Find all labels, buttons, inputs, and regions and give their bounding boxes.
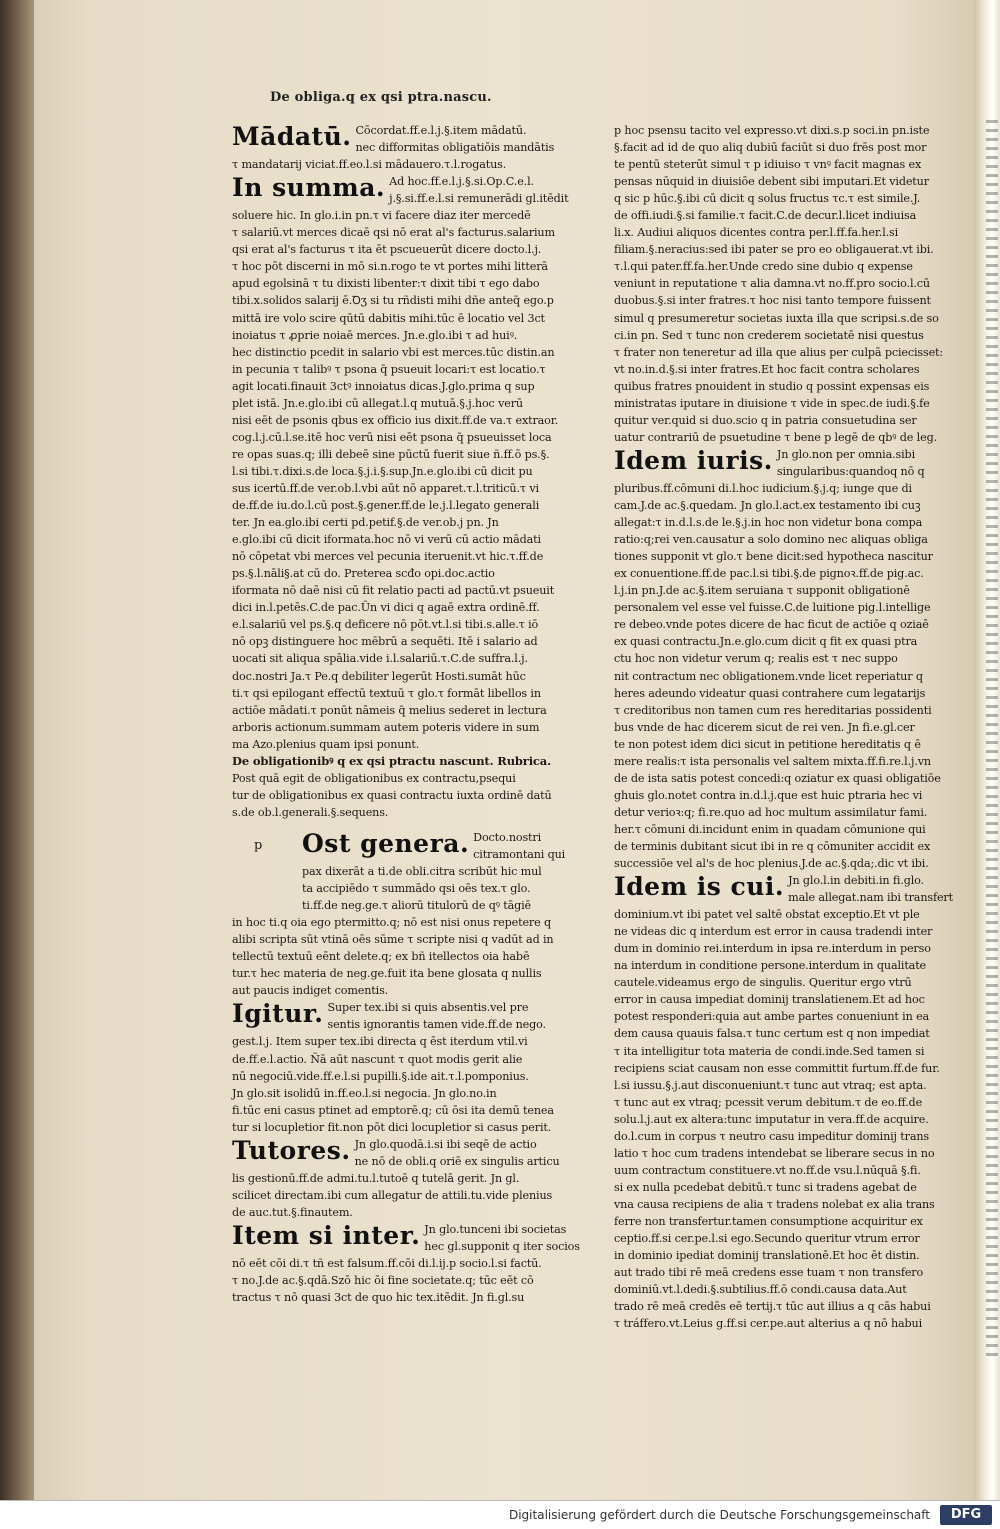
text-line: uum contractum constituere.vt no.ff.de vsu.l.nūquā §.fi.	[614, 1163, 921, 1177]
text-line: pluribus.ff.cōmuni di.l.hoc iudicium.§.j.q; iunge que di	[614, 481, 912, 495]
text-line: solu.l.j.aut ex altera:tunc imputatur in vera.ff.de acquire.	[614, 1112, 929, 1126]
text-line: Jn glo.quodā.i.si ibi seqē de actio	[354, 1137, 537, 1151]
text-line: error in causa impediat dominij translatienem.Et ad hoc	[614, 993, 925, 1007]
text-line: citramontani qui	[473, 847, 566, 861]
text-line: successiōe vel al's de hoc plenius.J.de ac.§.qda;.dic vt ibi.	[614, 857, 929, 871]
section-body	[232, 914, 568, 999]
text-line: na interdum in conditione persone.interdum in qualitate	[614, 959, 927, 973]
section-igitur	[232, 999, 568, 1033]
text-line: personalem vel esse vel fuisse.C.de luitione pig.l.intellige	[614, 601, 931, 615]
text-line: re debeo.vnde potes dicere de hac ficut de actiōe q oziaē	[614, 618, 929, 632]
text-line: simul q presumeretur societas iuxta illa que scripsi.s.de so	[614, 311, 939, 325]
section-heading: Idem is cui.	[614, 872, 785, 902]
text-line: ex quasi contractu.Jn.e.glo.cum dicit q fit ex quasi ptra	[614, 635, 918, 649]
text-line: Jn glo.l.in debiti.in fi.glo.	[788, 874, 924, 888]
text-line: quitur ver.quid si duo.scio q in patria consuetudina ser	[614, 413, 917, 427]
text-line: ter. Jn ea.glo.ibi certi pd.petif.§.de ver.ob.j pn. Jn	[232, 516, 499, 530]
text-line: detur verioꝛ:q; fi.re.quo ad hoc multum assimilatur fami.	[614, 805, 928, 819]
text-line: gest.l.j. Item super tex.ibi directa q ēst iterdum vtil.vi	[232, 1035, 528, 1049]
section-post-genera	[232, 829, 568, 863]
text-line: Docto.nostri	[473, 830, 542, 844]
margin-letter: p	[254, 838, 263, 853]
section-mandatum	[232, 122, 568, 156]
text-line: τ salariū.vt merces dicaē qsi nō erat al's facturus.salarium	[232, 226, 555, 240]
text-line: Super tex.ibi si quis absentis.vel pre	[327, 1001, 529, 1015]
text-line: li.x. Audiui aliquos dicentes contra per.l.ff.fa.her.l.si	[614, 226, 899, 240]
text-line: te non potest idem dici sicut in petitione hereditatis q ē	[614, 737, 921, 751]
funding-notice: Digitalisierung gefördert durch die Deutsche Forschungsgemeinschaft	[508, 1508, 930, 1522]
text-line: e.l.salariū vel ps.§.q deficere nō pōt.vt.l.si tibi.s.alle.τ iō	[232, 618, 539, 632]
text-line: pensas nūquid in diuisiōe debent sibi imputari.Et videtur	[614, 175, 929, 189]
section-body	[232, 1033, 568, 1135]
text-line: cam.J.de ac.§.quedam. Jn glo.l.act.ex testamento ibi cuꝫ	[614, 499, 921, 513]
text-line: ti.τ qsi epilogant effectū textuū τ glo.τ formāt libellos in	[232, 686, 541, 700]
section-tutores	[232, 1136, 568, 1170]
text-line: dominium.vt ibi patet vel saltē obstat exceptio.Et vt ple	[614, 908, 920, 922]
text-line: singularibus:quandoq nō q	[776, 464, 925, 478]
text-line: τ creditoribus non tamen cum res hereditarias possidenti	[614, 703, 932, 717]
text-line: heres adeundo videatur quasi contrahere cum legatarijs	[614, 686, 926, 700]
heading-side-text	[777, 446, 925, 480]
text-line: nō eēt cōi di.τ tñ est falsum.ff.cōi di.l.ij.p socio.l.si factū.	[232, 1257, 542, 1271]
heading-side-text	[355, 122, 554, 156]
text-line: Cōcordat.ff.e.l.j.§.item mādatū.	[355, 124, 527, 137]
text-line: recipiens sciat causam non esse committit furtum.ff.de fur.	[614, 1061, 940, 1075]
text-line: uatur contrariū de psuetudine τ bene p legē de qbꝰ de leg.	[614, 430, 937, 444]
text-line: dominiū.vt.l.dedi.§.subtilius.ff.ō condi.causa data.Aut	[614, 1283, 907, 1297]
text-line: de auc.tut.§.finautem.	[232, 1205, 353, 1219]
section-body	[232, 770, 568, 821]
text-line: cautele.videamus ergo de singulis. Queritur ergo vtrū	[614, 976, 912, 990]
text-line: quibus fratres pnouident in studio q possint expensas eis	[614, 379, 930, 393]
text-line: in pecunia τ talibꝰ τ psona q̄ psueuit locari:τ est locatio.τ	[232, 362, 546, 376]
text-line: duobus.§.si inter fratres.τ hoc nisi tanto tempore fuissent	[614, 294, 931, 308]
text-line: τ ita intelligitur tota materia de condi.inde.Sed tamen si	[614, 1044, 925, 1058]
section-heading: In summa.	[232, 173, 386, 203]
text-line: vna causa recipiens de alia τ tradens nolebat ex alia trans	[614, 1197, 935, 1211]
text-line: l.j.in pn.J.de ac.§.item seruiana τ supponit obligationē	[614, 584, 910, 598]
section-idem-is-cui	[614, 872, 970, 906]
text-line: p hoc psensu tacito vel expresso.vt dixi.s.p soci.in pn.iste	[614, 124, 930, 137]
text-line: dici in.l.petēs.C.de pac.Ūn vi dici q agaē extra ordinē.ff.	[232, 601, 540, 615]
text-line: male allegat.nam ibi transfert	[788, 891, 953, 905]
section-heading: Igitur.	[232, 999, 324, 1029]
section-body	[614, 122, 970, 446]
text-line: de.ff.de iu.do.l.cū post.§.gener.ff.de le.j.l.legato generali	[232, 499, 540, 513]
text-line: uocati sit aliqua spālia.vide i.l.salariū.τ.C.de suffra.l.j.	[232, 652, 528, 666]
section-body	[232, 207, 568, 753]
text-line: filiam.§.neracius:sed ibi pater se pro eo obligauerat.vt ibi.	[614, 243, 934, 257]
text-line: τ tráffero.vt.Leius g.ff.si cer.pe.aut alterius a q nō habui	[614, 1317, 923, 1331]
text-line: Jn glo.sit isolidū in.ff.eo.l.si negocia. Jn glo.no.in	[232, 1086, 497, 1100]
section-heading: Idem iuris.	[614, 445, 773, 475]
text-line: re opas suas.q; illi debeē sine pūctū fuerit siue ñ.ff.ō ps.§.	[232, 447, 550, 461]
text-line: aut trado tibi rē meā credens esse tuam τ non transfero	[614, 1266, 924, 1280]
text-line: inoiatus τ ꝓprie noiaē merces. Jn.e.glo.ibi τ ad huiꝰ.	[232, 328, 518, 342]
text-line: qsi erat al's facturus τ ita ēt pscueuerūt dicere docto.l.j.	[232, 243, 542, 257]
text-line: §.facit ad id de quo aliq dubiū faciūt si duo frēs post mor	[614, 141, 927, 155]
text-line: s.de ob.l.generali.§.sequens.	[232, 805, 389, 819]
book-spine-shadow	[0, 0, 34, 1500]
rubric-title: De obligationibꝰ q ex qsi ptractu nascunt. Rubrica.	[232, 753, 551, 768]
text-line: hec gl.supponit q iter socios	[424, 1240, 580, 1254]
heading-side-text	[788, 872, 953, 906]
section-idem-iuris	[614, 446, 970, 480]
text-line: tur si locupletior fit.non pōt dici locupletior si casus perit.	[232, 1120, 552, 1134]
text-line: e.glo.ibi cū dicit iformata.hoc nō vi verū cū actio mādati	[232, 533, 541, 547]
text-line: ne videas dic q interdum est error in causa tradendi inter	[614, 925, 933, 939]
text-line: de offi.iudi.§.si familie.τ facit.C.de decur.l.licet indiuisa	[614, 209, 917, 223]
section-body	[614, 906, 970, 1332]
text-line: fi.tūc eni casus ptinet ad emptorē.q; cū ōsi ita demū tenea	[232, 1103, 554, 1117]
text-line: tur de obligationibus ex quasi contractu iuxta ordinē datū	[232, 788, 552, 802]
text-line: pax dixerāt a ti.de obli.citra scribūt hic mul	[302, 865, 542, 879]
heading-side-text	[424, 1221, 580, 1255]
text-line: ratio:q;rei ven.causatur a solo domino nec aliquas obliga	[614, 533, 928, 547]
heading-side-text	[389, 173, 568, 207]
dfg-logo: DFG	[940, 1505, 992, 1525]
section-heading: Tutores.	[232, 1135, 351, 1165]
text-line: j.§.si.ff.e.l.si remunerādi gl.itēdit	[389, 192, 569, 206]
heading-side-text	[327, 999, 545, 1033]
text-line: de.ff.e.l.actio. Ñā aūt nascunt τ quot modis gerit alie	[232, 1052, 523, 1066]
text-line: τ no.J.de ac.§.qdā.Szō hic ōi fine societate.q; tūc eēt cō	[232, 1274, 534, 1288]
text-line: ferre non transfertur.tamen consumptione acquiritur ex	[614, 1215, 923, 1228]
text-line: tur.τ hec materia de neg.ge.fuit ita bene glosata q nullis	[232, 967, 542, 981]
text-line: dum in dominio rei.interdum in ipsa re.interdum in perso	[614, 942, 931, 956]
text-line: te pentū steterūt simul τ p idiuiso τ vnꝰ facit magnas ex	[614, 158, 922, 172]
text-line: ceptio.ff.si cer.pe.l.si ego.Secundo queritur vtrum error	[614, 1232, 920, 1246]
text-line: ctu hoc non videtur verum q; realis est τ nec suppo	[614, 652, 898, 666]
left-text-column	[232, 122, 580, 1305]
text-line: veniunt in reputatione τ alia damna.vt no.ff.pro socio.l.cū	[614, 277, 930, 291]
text-line: nec difformitas obligatiōis mandātis	[355, 141, 555, 155]
text-line: sentis ignorantis tamen vide.ff.de nego.	[327, 1018, 546, 1032]
text-line: l.si tibi.τ.dixi.s.de loca.§.j.i.§.sup.Jn.e.glo.ibi cū dicit pu	[232, 464, 533, 478]
text-line: nō cōpetat vbi merces vel pecunia iteruenit.vt hic.τ.ff.de	[232, 550, 544, 564]
section-in-summa	[232, 173, 568, 207]
section-continuation	[232, 863, 568, 914]
text-line: tellectū textuū eēnt delete.q; ex bñ itellectos oia habē	[232, 950, 530, 964]
text-line: ci.in pn. Sed τ tunc non crederem societatē nisi questus	[614, 328, 924, 342]
text-line: agit locati.finauit 3ctꝰ innoiatus dicas.J.glo.prima q sup	[232, 379, 535, 393]
section-item-si-inter	[232, 1221, 580, 1255]
text-line: ta accipiēdo τ summādo qsi oēs tex.τ glo.	[302, 882, 531, 896]
text-line: τ hoc pōt discerni in mō si.n.rogo te vt portes mihi litterā	[232, 260, 548, 274]
section-body	[232, 1170, 568, 1221]
text-line: cog.l.j.cū.l.se.itē hoc verū nisi eēt psona q̄ psueuisset loca	[232, 430, 552, 444]
text-line: τ mandatarij viciat.ff.eo.l.si mādauero.τ.l.rogatus.	[232, 158, 507, 172]
text-line: ministratas iputare in diuisione τ vide in spec.de iudi.§.fe	[614, 396, 930, 410]
text-line: soluere hic. In glo.i.in pn.τ vi facere diaz iter mercedē	[232, 209, 531, 223]
text-line: nisi eēt de psonis qbus ex officio ius dixit.ff.de va.τ extraor.	[232, 413, 559, 427]
section-body	[232, 1255, 568, 1306]
footer-bar	[0, 1500, 1000, 1529]
text-line: ghuis glo.notet contra in.d.l.j.que est huic ptraria hec vi	[614, 788, 923, 802]
text-line: latio τ hoc cum tradens intendebat se liberare secus in no	[614, 1146, 935, 1160]
text-line: doc.nostri Ja.τ Pe.q debiliter legerūt Hosti.sumāt hūc	[232, 669, 526, 683]
text-line: arboris actionum.summam autem poteris videre in sum	[232, 720, 540, 734]
text-line: q sic p hūc.§.ibi cū dicit q solus fructus τc.τ est simile.J.	[614, 192, 921, 206]
section-heading: Item si inter.	[232, 1221, 421, 1250]
text-line: mere realis:τ ista personalis vel saltem mixta.ff.fi.re.l.j.vn	[614, 754, 931, 768]
text-line: si ex nulla pcedebat debitū.τ tunc si tradens agebat de	[614, 1180, 917, 1194]
text-line: trado rē meā credēs eē tertij.τ tūc aut illius a q cās habui	[614, 1300, 931, 1314]
text-line: τ tunc aut ex vtraq; pcessit verum debitum.τ de eo.ff.de	[614, 1095, 923, 1109]
text-line: vt no.in.d.§.si inter fratres.Et hoc facit contra scholares	[614, 362, 920, 376]
heading-side-text	[473, 829, 565, 863]
text-line: lis gestionū.ff.de admi.tu.l.tutoē q tutelā gerit. Jn gl.	[232, 1171, 520, 1185]
text-line: plet istā. Jn.e.glo.ibi cū allegat.l.q mutuā.§.j.hoc verū	[232, 396, 523, 410]
text-line: allegat:τ in.d.l.s.de le.§.j.in hoc non videtur bona compa	[614, 516, 923, 530]
text-line: apud egolsinā τ tu dixisti libenter:τ dixit tibi τ ego dabo	[232, 277, 540, 291]
text-line: mittā ire volo scire qūtū dabitis mihi.tūc ē locatio vel 3ct	[232, 311, 545, 325]
text-line: tractus τ nō quasi 3ct de quo hic tex.itēdit. Jn fi.gl.su	[232, 1291, 525, 1305]
text-line: Jn glo.tunceni ibi societas	[424, 1223, 567, 1236]
text-line: potest responderi:quia aut ambe partes conueniunt in ea	[614, 1010, 930, 1024]
text-line: ps.§.l.nāli§.at cū do. Preterea scđo opi.doc.actio	[232, 567, 495, 581]
section-heading: Mādatū.	[232, 122, 352, 151]
adjacent-page-edge-text	[986, 120, 998, 1360]
text-line: ti.ff.de neg.ge.τ aliorū titulorū de qꝰ tāgiē	[302, 899, 532, 913]
text-line: Ad hoc.ff.e.l.j.§.si.Op.C.e.l.	[389, 175, 534, 189]
text-line: hec distinctio pcedit in salario vbi est merces.tūc distin.an	[232, 345, 555, 359]
text-line: Post quā egit de obligationibus ex contractu,psequi	[232, 771, 516, 785]
text-line: ne nō de obli.q oriē ex singulis articu	[354, 1154, 560, 1168]
text-line: l.si iussu.§.j.aut disconueniunt.τ tunc aut vtraq; est apta.	[614, 1078, 927, 1092]
text-line: scilicet directam.ibi cum allegatur de attili.tu.vide plenius	[232, 1188, 553, 1202]
text-line: ex conuentione.ff.de pac.l.si tibi.§.de pignoꝛ.ff.de pig.ac.	[614, 567, 924, 581]
text-line: aut paucis indiget comentis.	[232, 984, 389, 998]
text-line: ma Azo.plenius quam ipsi ponunt.	[232, 737, 420, 751]
running-head: De obliga.q ex qsi ptra.nascu.	[270, 90, 492, 105]
text-line: dem causa quauis falsa.τ tunc certum est q non impediat	[614, 1027, 930, 1041]
text-line: nit contractum nec obligationem.vnde licet reperiatur q	[614, 669, 923, 683]
text-line: bus vnde de hac dicerem sicut de rei ven. Jn fi.e.gl.cer	[614, 720, 915, 734]
right-text-column	[614, 122, 970, 1331]
text-line: sus icertū.ff.de ver.ob.l.vbi aūt nō apparet.τ.l.triticū.τ vi	[232, 481, 539, 495]
text-line: nō opꝫ distinguere hoc mēbrū a sequēti. Itē i salario ad	[232, 635, 538, 649]
text-line: de de ista satis potest concedi:q oziatur ex quasi obligatiōe	[614, 771, 941, 785]
text-line: do.l.cum in corpus τ neutro casu impeditur dominij trans	[614, 1129, 929, 1143]
text-line: her.τ cōmuni di.incidunt enim in quadam cōmunione qui	[614, 822, 926, 836]
text-line: de terminis dubitant sicut ibi in re q cōmuniter accidit ex	[614, 839, 931, 853]
text-line: τ.l.qui pater.ff.fa.her.Unde credo sine dubio q expense	[614, 260, 913, 274]
text-line: tiones supponit vt glo.τ bene dicit:sed hypotheca nascitur	[614, 550, 933, 564]
heading-side-text	[355, 1136, 560, 1170]
text-line: in dominio ipediat dominij translationē.Et hoc ēt distin.	[614, 1249, 920, 1263]
text-line: tibi.x.solidos salarij ē.Ꝺʒ si tu rñdisti mihi dñe anteq̄ ego.p	[232, 294, 554, 308]
text-line: Jn glo.non per omnia.sibi	[776, 447, 915, 461]
text-line: τ frater non teneretur ad illa que alius per culpā pciecisset:	[614, 345, 944, 359]
text-line: nū negociū.vide.ff.e.l.si pupilli.§.ide ait.τ.l.pomponius.	[232, 1069, 529, 1083]
section-body	[614, 480, 970, 872]
text-line: alibi scripta sūt vtinā oēs sūme τ scripte nisi q vadūt ad in	[232, 933, 554, 947]
text-line: in hoc ti.q oia ego ptermitto.q; nō est nisi onus repetere q	[232, 916, 552, 930]
text-line: iformata nō daē nisi cū fit relatio pacti ad pactū.vt psueuit	[232, 584, 555, 598]
section-heading: Ost genera.	[302, 828, 470, 858]
text-line: actiōe mādati.τ ponūt nāmeis q̄ melius sederet in lectura	[232, 703, 547, 717]
